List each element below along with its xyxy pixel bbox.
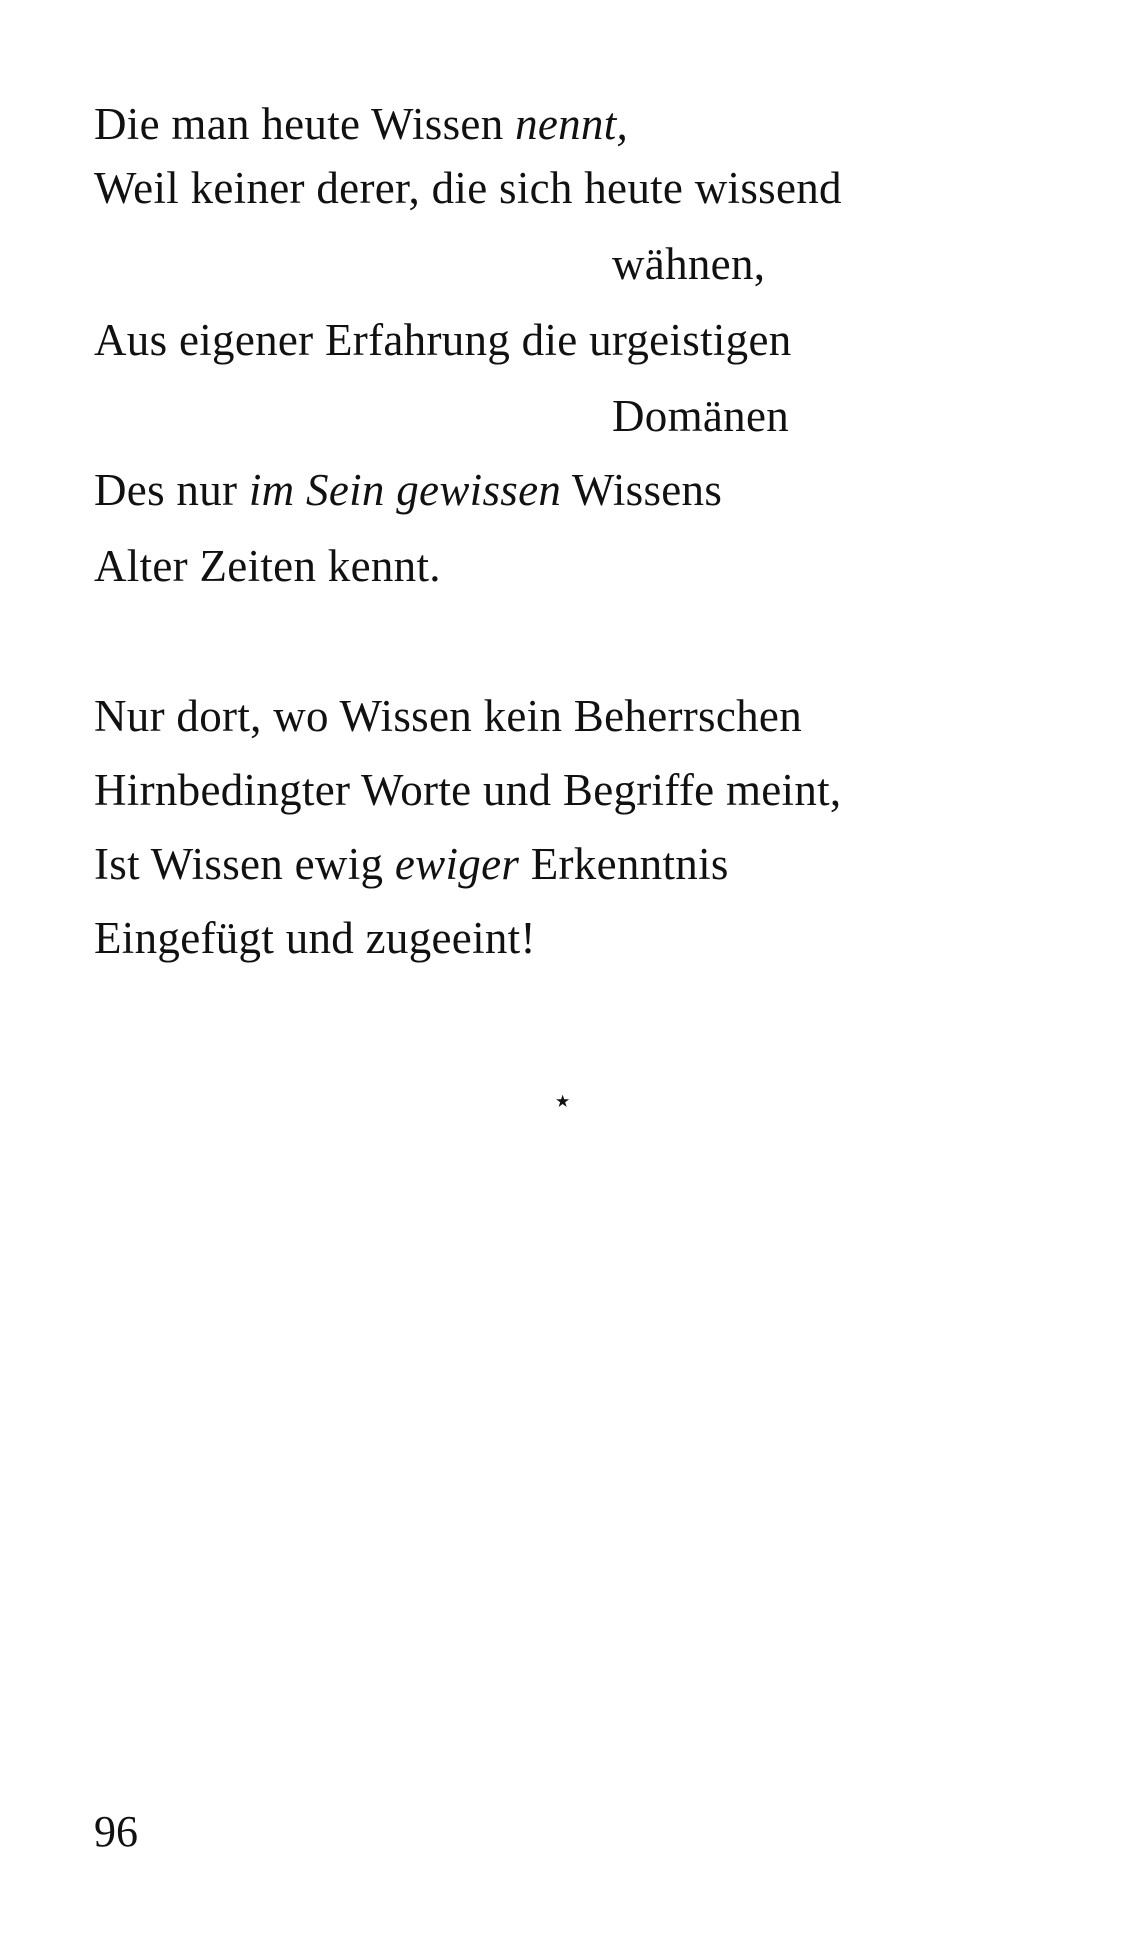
verse-text: Des nur bbox=[94, 465, 249, 515]
verse-line: Aus eigener Erfahrung die urgeistigen bbox=[94, 315, 792, 365]
verse-line bbox=[94, 96, 628, 152]
verse-text: Erkenntnis bbox=[519, 839, 729, 889]
star-separator-icon: ⋆ bbox=[552, 1083, 574, 1120]
verse-text: Ist Wissen ewig bbox=[94, 839, 395, 889]
verse-line: Hirnbedingter Worte und Begriffe meint, bbox=[94, 765, 842, 815]
verse-line-continuation: wähnen, bbox=[612, 239, 766, 289]
verse-text: Wissens bbox=[561, 465, 723, 515]
verse-text: Die man heute Wissen bbox=[94, 99, 516, 149]
verse-line: Weil keiner derer, die sich heute wissend bbox=[94, 163, 842, 213]
verse-text-italic: nennt, bbox=[515, 99, 629, 149]
verse-line-continuation: Domänen bbox=[612, 391, 790, 441]
verse-line: Alter Zeiten kennt. bbox=[94, 541, 441, 591]
verse-line: Eingefügt und zugeeint! bbox=[94, 913, 536, 963]
verse-line: Nur dort, wo Wissen kein Beherrschen bbox=[94, 691, 802, 741]
verse-line bbox=[94, 462, 722, 518]
page-number: 96 bbox=[94, 1807, 138, 1856]
verse-line bbox=[94, 836, 729, 892]
verse-text-italic: im Sein gewissen bbox=[248, 465, 562, 515]
verse-text-italic: ewiger bbox=[394, 839, 520, 889]
